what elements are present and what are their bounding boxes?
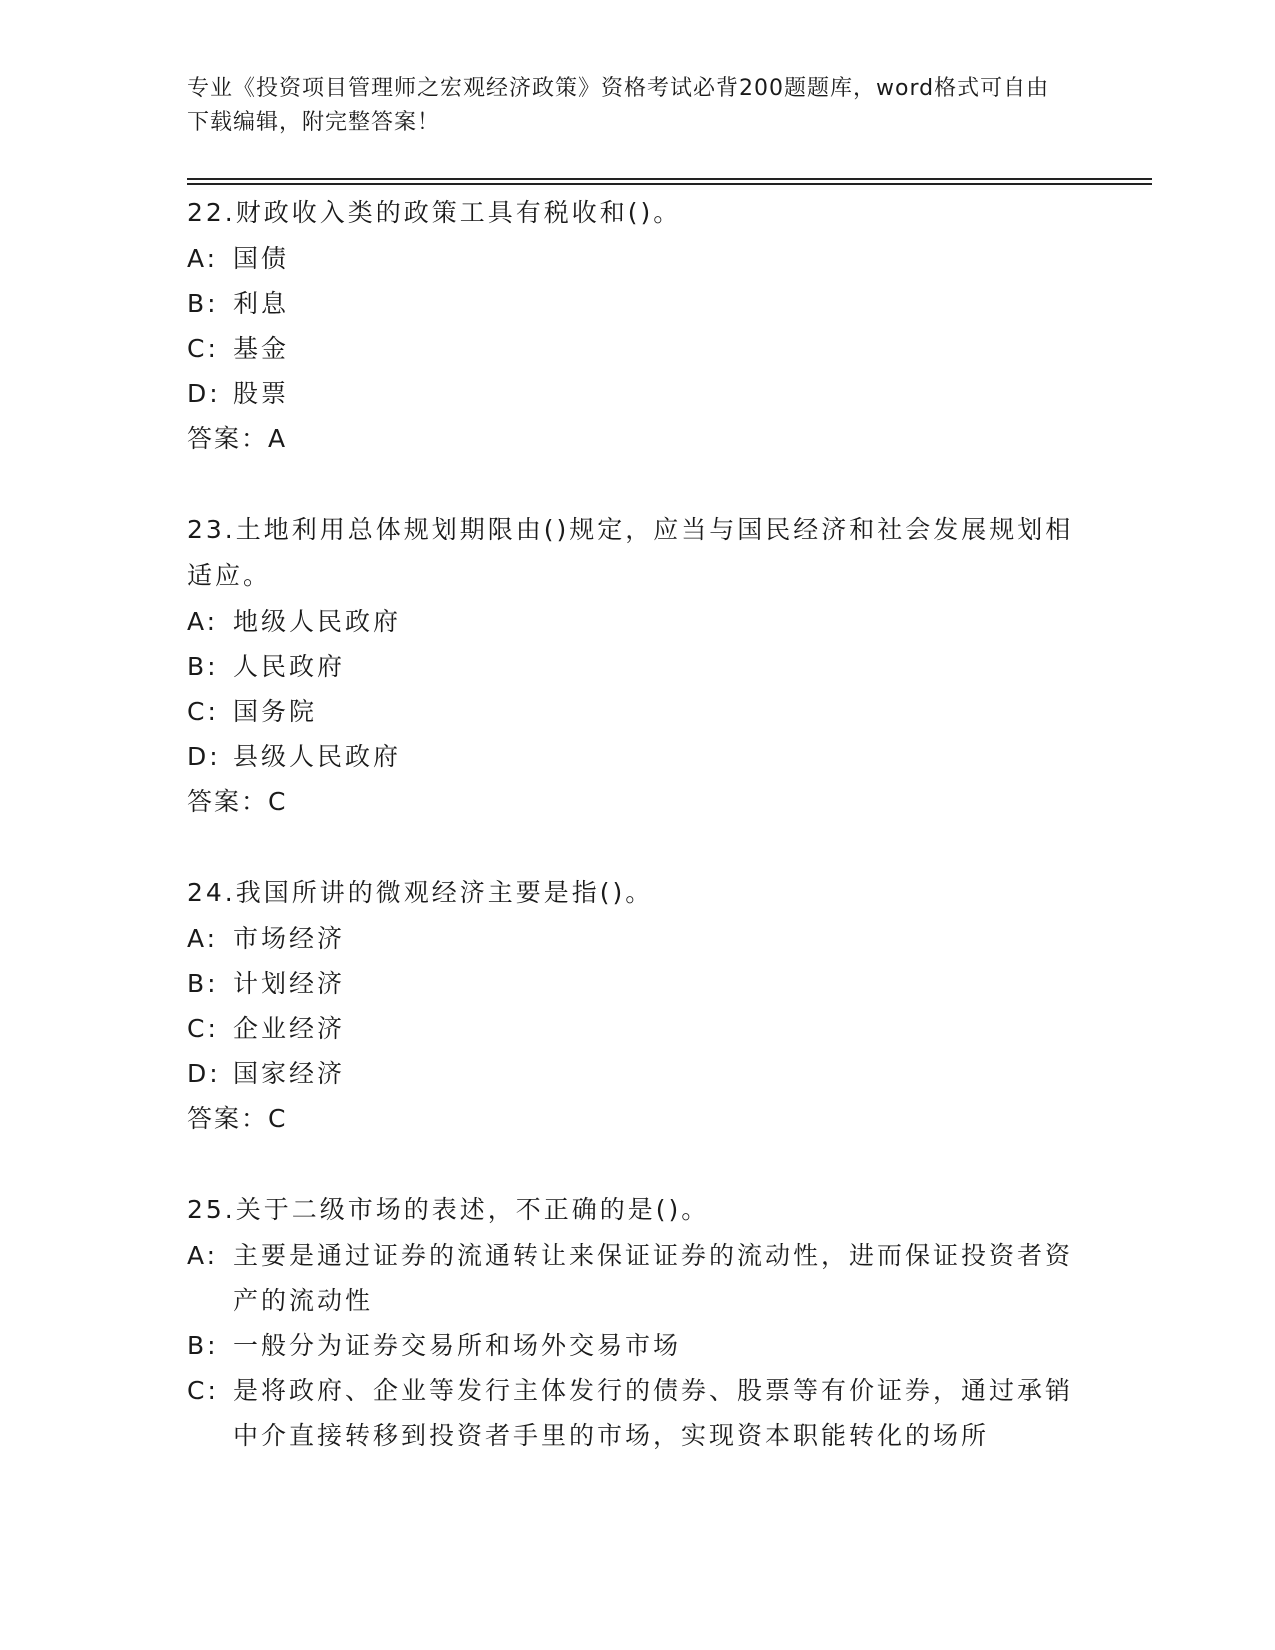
option-letter: C: bbox=[187, 697, 219, 726]
option-letter: D: bbox=[187, 1059, 221, 1088]
header-divider-bottom bbox=[187, 183, 1152, 185]
answer-line: 答案：A bbox=[187, 424, 288, 453]
option-text: 一般分为证券交易所和场外交易市场 bbox=[233, 1331, 682, 1360]
option-letter: C: bbox=[187, 334, 219, 363]
question-stem: 22.财政收入类的政策工具有税收和()。 bbox=[187, 198, 682, 227]
option-b bbox=[187, 644, 1087, 689]
option-letter: B: bbox=[187, 289, 219, 318]
option-text: 股票 bbox=[233, 379, 290, 408]
option-c bbox=[187, 1006, 1087, 1051]
option-letter: D: bbox=[187, 379, 221, 408]
answer-line: 答案：C bbox=[187, 1104, 288, 1133]
option-letter: A: bbox=[187, 1241, 219, 1270]
answer-line: 答案：C bbox=[187, 787, 288, 816]
question-23 bbox=[187, 507, 1087, 825]
question-stem: 23.土地利用总体规划期限由()规定，应当与国民经济和社会发展规划相适应。 bbox=[187, 515, 1074, 590]
option-letter: B: bbox=[187, 969, 219, 998]
question-list bbox=[187, 190, 1087, 1503]
option-letter: A: bbox=[187, 244, 219, 273]
option-c bbox=[187, 1368, 1087, 1458]
question-24 bbox=[187, 870, 1087, 1142]
option-a bbox=[187, 236, 1087, 281]
question-22 bbox=[187, 190, 1087, 462]
option-letter: A: bbox=[187, 607, 219, 636]
option-text: 国家经济 bbox=[233, 1059, 346, 1088]
option-text: 企业经济 bbox=[233, 1014, 346, 1043]
option-text: 县级人民政府 bbox=[233, 742, 402, 771]
document-header: 专业《投资项目管理师之宏观经济政策》资格考试必背200题题库，word格式可自由下载编辑，附完整答案！ bbox=[187, 76, 1050, 135]
option-d bbox=[187, 734, 1087, 779]
option-text: 基金 bbox=[233, 334, 290, 363]
option-text: 市场经济 bbox=[233, 924, 346, 953]
option-a bbox=[187, 1233, 1087, 1323]
header-divider-top bbox=[187, 178, 1152, 180]
option-letter: A: bbox=[187, 924, 219, 953]
option-text: 国债 bbox=[233, 244, 290, 273]
option-d bbox=[187, 1051, 1087, 1096]
option-text: 人民政府 bbox=[233, 652, 346, 681]
option-text: 是将政府、企业等发行主体发行的债券、股票等有价证券，通过承销中介直接转移到投资者手里的市场，实现资本职能转化的场所 bbox=[233, 1376, 1074, 1450]
option-letter: B: bbox=[187, 1331, 219, 1360]
option-letter: C: bbox=[187, 1376, 219, 1405]
option-c bbox=[187, 689, 1087, 734]
question-stem: 24.我国所讲的微观经济主要是指()。 bbox=[187, 878, 654, 907]
option-b bbox=[187, 1323, 1087, 1368]
option-text: 国务院 bbox=[233, 697, 318, 726]
option-text: 主要是通过证券的流通转让来保证证券的流动性，进而保证投资者资产的流动性 bbox=[233, 1241, 1074, 1315]
option-text: 地级人民政府 bbox=[233, 607, 402, 636]
option-text: 利息 bbox=[233, 289, 290, 318]
option-text: 计划经济 bbox=[233, 969, 346, 998]
option-a bbox=[187, 599, 1087, 644]
question-stem: 25.关于二级市场的表述，不正确的是()。 bbox=[187, 1195, 710, 1224]
option-letter: C: bbox=[187, 1014, 219, 1043]
option-d bbox=[187, 371, 1087, 416]
option-letter: D: bbox=[187, 742, 221, 771]
option-letter: B: bbox=[187, 652, 219, 681]
option-c bbox=[187, 326, 1087, 371]
question-25 bbox=[187, 1187, 1087, 1458]
option-b bbox=[187, 281, 1087, 326]
option-b bbox=[187, 961, 1087, 1006]
option-a bbox=[187, 916, 1087, 961]
